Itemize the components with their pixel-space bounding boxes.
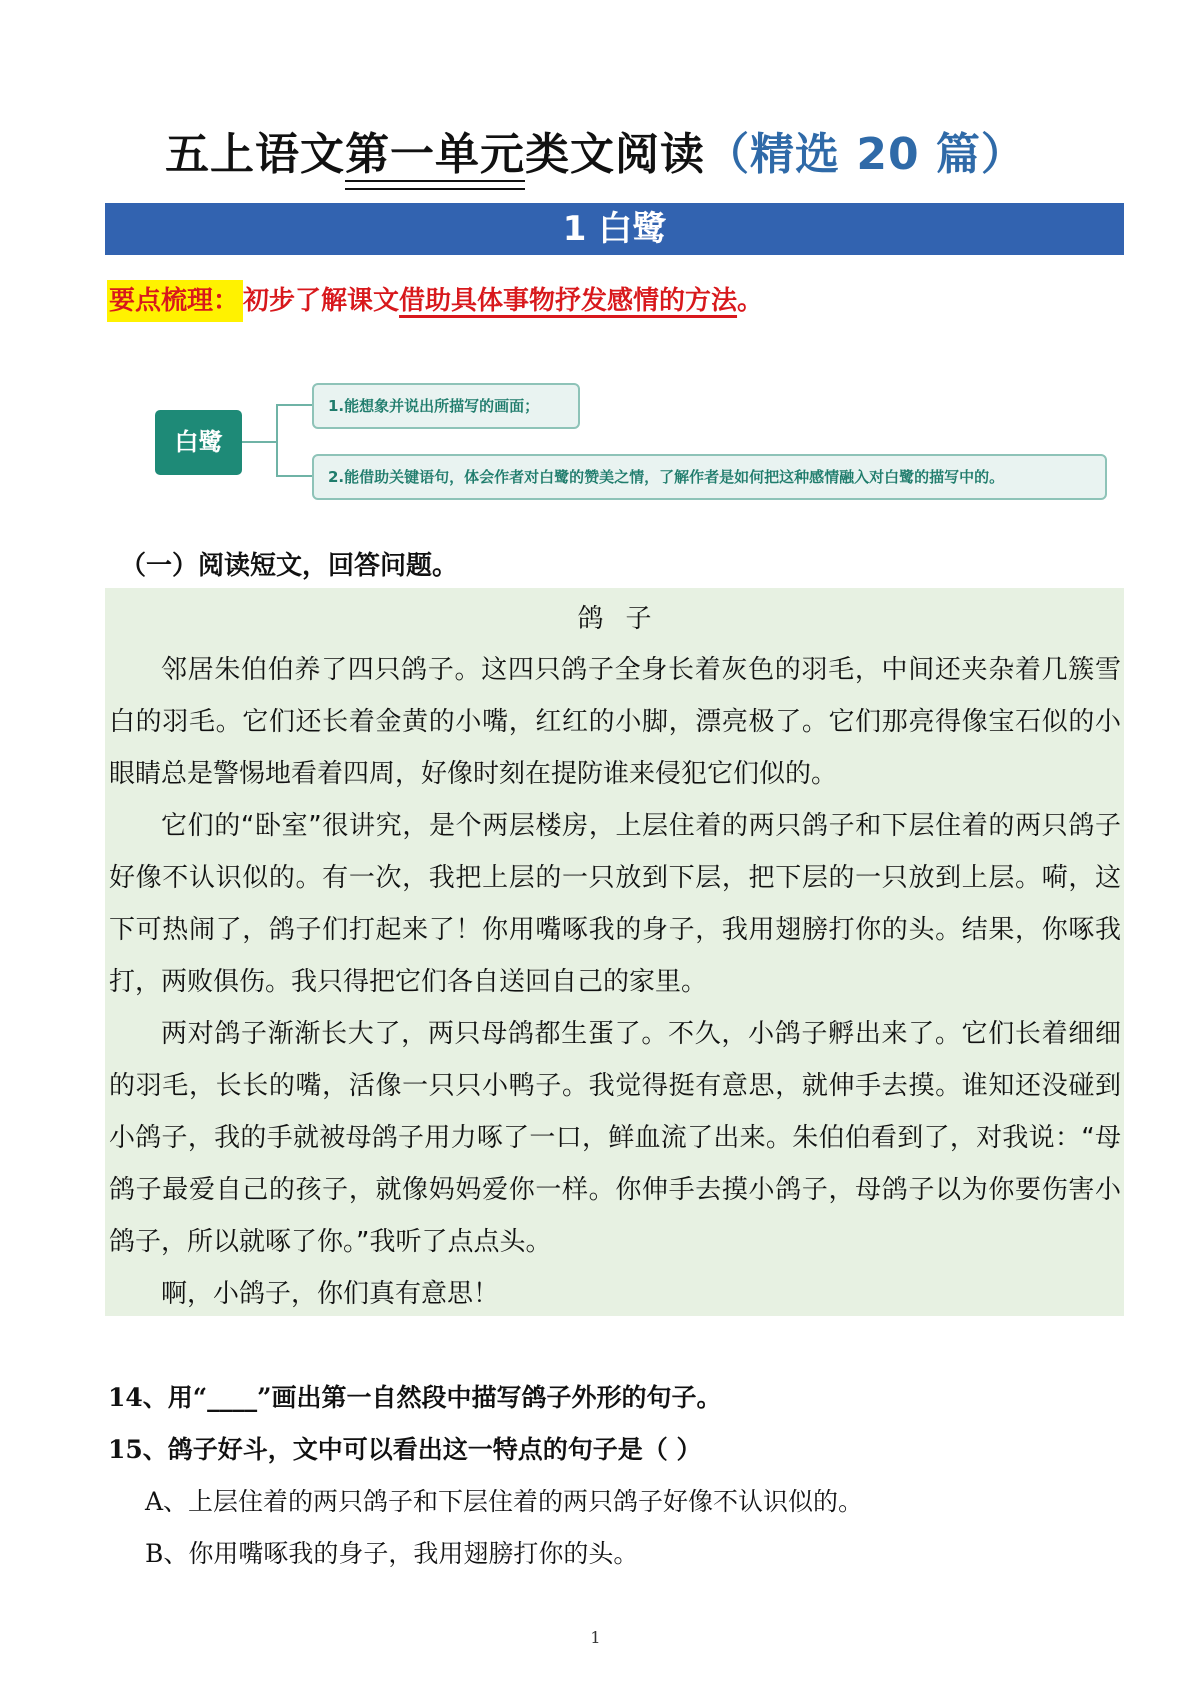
option-b: B、你用嘴啄我的身子，我用翅膀打你的头。 (145, 1539, 639, 1568)
mindmap-node: 1.能想象并说出所描写的画面； (312, 383, 580, 429)
passage-paragraph: 它们的“卧室”很讲究，是个两层楼房，上层住着的两只鸽子和下层住着的两只鸽子好像不认识似的。有一次，我把上层的一只放到下层，把下层的一只放到上层。嗬，这下可热闹了，鸽子们打起来了！你用嘴啄我的身子，我用翅膀打你的头。结果，你啄我打，两败俱伤。我只得把它们各自送回自己的家里。 (109, 811, 1121, 997)
page-title (0, 118, 1191, 182)
mindmap-root: 白鹭 (155, 410, 242, 475)
key-points (107, 280, 763, 317)
passage-body (109, 644, 1121, 1320)
passage-paragraph: 啊，小鸽子，你们真有意思！ (161, 1279, 500, 1309)
question-14: 14、用“____”画出第一自然段中描写鸽子外形的句子。 (108, 1383, 722, 1412)
mindmap-connector (276, 404, 278, 476)
mindmap-node: 2.能借助关键语句，体会作者对白鹭的赞美之情，了解作者是如何把这种感情融入对白鹭的描写中的。 (312, 454, 1107, 500)
question-15: 15、鸽子好斗，文中可以看出这一特点的句子是（ ） (108, 1435, 702, 1464)
passage-title: 鸽子 (577, 604, 674, 634)
mindmap-connector (242, 441, 277, 443)
title-prefix: 五上语文 (165, 129, 346, 180)
page-number: 1 (590, 1628, 601, 1647)
key-points-label: 要点梳理： (107, 280, 243, 322)
section-heading: （一）阅读短文，回答问题。 (120, 551, 459, 581)
mindmap-connector (276, 404, 312, 406)
title-accent: （精选 20 篇） (705, 129, 1026, 180)
reading-passage (105, 588, 1124, 1316)
mindmap-connector (276, 475, 312, 477)
title-middle: 类文阅读 (525, 129, 706, 180)
lesson-banner: 1 白鹭 (105, 203, 1124, 255)
key-points-end: 。 (737, 286, 764, 316)
key-points-underlined: 借助具体事物抒发感情的方法 (399, 286, 738, 316)
passage-paragraph: 邻居朱伯伯养了四只鸽子。这四只鸽子全身长着灰色的羽毛，中间还夹杂着几簇雪白的羽毛。它们还长着金黄的小嘴，红红的小脚，漂亮极了。它们那亮得像宝石似的小眼睛总是警惕地看着四周，好像时刻在提防谁来侵犯它们似的。 (109, 655, 1121, 789)
key-points-text: 初步了解课文 (243, 286, 400, 316)
title-underlined: 第一单元 (345, 118, 525, 182)
passage-paragraph: 两对鸽子渐渐长大了，两只母鸽都生蛋了。不久，小鸽子孵出来了。它们长着细细的羽毛，长长的嘴，活像一只只小鸭子。我觉得挺有意思，就伸手去摸。谁知还没碰到小鸽子，我的手就被母鸽子用力啄了一口，鲜血流了出来。朱伯伯看到了，对我说：“母鸽子最爱自己的孩子，就像妈妈爱你一样。你伸手去摸小鸽子，母鸽子以为你要伤害小鸽子，所以就啄了你。”我听了点点头。 (109, 1019, 1121, 1257)
option-a: A、上层住着的两只鸽子和下层住着的两只鸽子好像不认识似的。 (145, 1487, 864, 1516)
